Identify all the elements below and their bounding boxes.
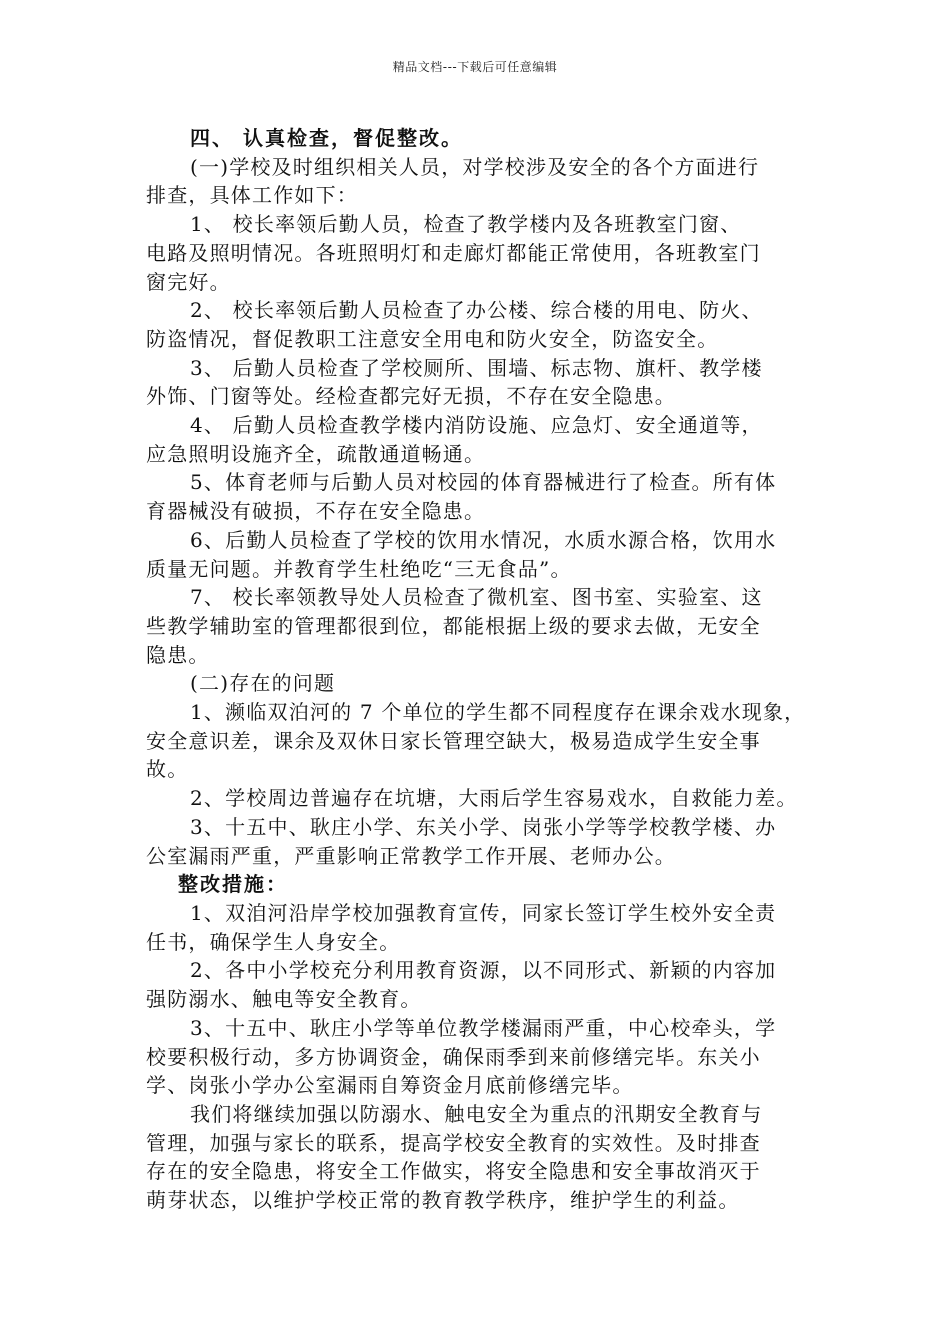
text-line: 质量无问题。并教育学生杜绝吃“三无食品”。 — [146, 556, 572, 581]
section-heading: 整改措施： — [178, 872, 288, 897]
text-line: 1、 校长率领后勤人员，检查了教学楼内及各班教室门窗、 — [190, 212, 742, 237]
text-line: 7、 校长率领教导处人员检查了微机室、图书室、实验室、这 — [190, 585, 763, 610]
text-line: 排查，具体工作如下： — [146, 183, 358, 208]
text-line: 管理，加强与家长的联系，提高学校安全教育的实效性。及时排查 — [146, 1130, 761, 1155]
text-line: (二)存在的问题 — [190, 671, 336, 696]
text-line: 电路及照明情况。各班照明灯和走廊灯都能正常使用，各班教室门 — [146, 240, 761, 265]
text-line: 应急照明设施齐全，疏散通道畅通。 — [146, 441, 486, 466]
text-line: 防盗情况，督促教职工注意安全用电和防火安全，防盗安全。 — [146, 326, 719, 351]
text-line: 存在的安全隐患，将安全工作做实，将安全隐患和安全事故消灭于 — [146, 1159, 761, 1184]
text-line: 1、濒临双泊河的 7 个单位的学生都不同程度存在课余戏水现象， — [190, 700, 806, 725]
text-line: 安全意识差，课余及双休日家长管理空缺大，极易造成学生安全事 — [146, 728, 761, 753]
text-line: 2、学校周边普遍存在坑塘，大雨后学生容易戏水，自救能力差。 — [190, 786, 798, 811]
text-line: 2、 校长率领后勤人员检查了办公楼、综合楼的用电、防火、 — [190, 298, 763, 323]
text-line: 1、双洎河沿岸学校加强教育宣传，同家长签订学生校外安全责 — [190, 900, 777, 925]
text-line: 5、体育老师与后勤人员对校园的体育器械进行了检查。所有体 — [190, 470, 777, 495]
text-line: 公室漏雨严重，严重影响正常教学工作开展、老师办公。 — [146, 843, 676, 868]
text-line: 任书，确保学生人身安全。 — [146, 929, 401, 954]
text-line: 窗完好。 — [146, 269, 231, 294]
page-header: 精品文档---下载后可任意编辑 — [392, 60, 558, 74]
text-line: 6、后勤人员检查了学校的饮用水情况，水质水源合格，饮用水 — [190, 527, 777, 552]
text-line: 隐患。 — [146, 642, 210, 667]
text-line: 故。 — [146, 757, 189, 782]
text-line: 些教学辅助室的管理都很到位，都能根据上级的要求去做，无安全 — [146, 613, 761, 638]
text-line: 3、十五中、耿庄小学、东关小学、岗张小学等学校教学楼、办 — [190, 814, 777, 839]
text-line: (一)学校及时组织相关人员，对学校涉及安全的各个方面进行 — [190, 154, 760, 179]
text-line: 3、十五中、耿庄小学等单位教学楼漏雨严重，中心校牵头，学 — [190, 1015, 777, 1040]
text-line: 外饰、门窗等处。经检查都完好无损，不存在安全隐患。 — [146, 384, 676, 409]
text-line: 育器械没有破损，不存在安全隐患。 — [146, 499, 486, 524]
text-line: 校要积极行动，多方协调资金，确保雨季到来前修缮完毕。东关小 — [146, 1044, 761, 1069]
text-line: 3、 后勤人员检查了学校厕所、围墙、标志物、旗杆、教学楼 — [190, 355, 763, 380]
text-line: 我们将继续加强以防溺水、触电安全为重点的汛期安全教育与 — [190, 1101, 763, 1126]
section-heading: 四、 认真检查，督促整改。 — [190, 126, 463, 150]
text-line: 2、各中小学校充分利用教育资源，以不同形式、新颖的内容加 — [190, 958, 777, 983]
document-body — [146, 124, 816, 1215]
text-line: 4、 后勤人员检查教学楼内消防设施、应急灯、安全通道等， — [190, 413, 763, 438]
text-line: 萌芽状态，以维护学校正常的教育教学秩序，维护学生的利益。 — [146, 1188, 740, 1213]
text-line: 强防溺水、触电等安全教育。 — [146, 987, 422, 1012]
text-line: 学、岗张小学办公室漏雨自筹资金月底前修缮完毕。 — [146, 1073, 634, 1098]
